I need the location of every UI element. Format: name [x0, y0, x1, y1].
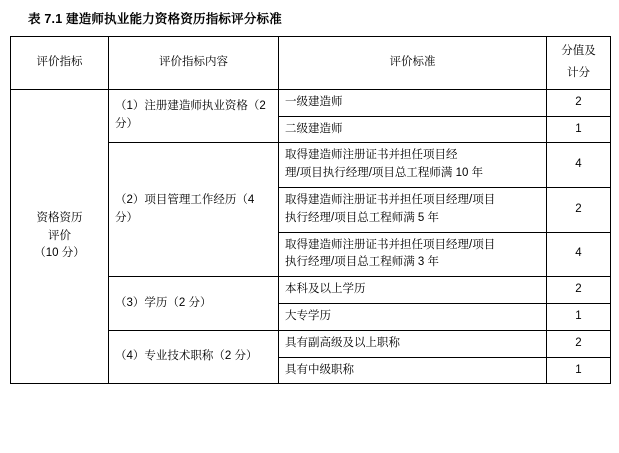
score-cell: 1	[547, 357, 611, 384]
standard-line1: 取得建造师注册证书并担任项目经	[285, 149, 458, 162]
header-cell-standard: 评价标准	[279, 37, 547, 90]
standard-cell	[279, 143, 547, 188]
table-header-row	[11, 37, 611, 90]
criterion-cell-3: （3）学历（2 分）	[109, 277, 279, 331]
standard-cell: 具有中级职称	[279, 357, 547, 384]
standard-cell: 二级建造师	[279, 116, 547, 143]
evaluation-criteria-table	[10, 36, 611, 384]
header-score-line2: 计分	[567, 66, 590, 79]
score-cell: 2	[547, 330, 611, 357]
category-line3: （10 分）	[34, 247, 85, 260]
score-cell: 1	[547, 116, 611, 143]
standard-cell	[279, 187, 547, 232]
score-cell: 2	[547, 187, 611, 232]
standard-line1: 取得建造师注册证书并担任项目经理/项目	[285, 193, 496, 206]
header-score-line1: 分值及	[561, 45, 596, 57]
score-cell: 2	[547, 89, 611, 116]
standard-line1: 取得建造师注册证书并担任项目经理/项目	[285, 238, 496, 251]
criterion-cell-4: （4）专业技术职称（2 分）	[109, 330, 279, 384]
score-cell: 2	[547, 277, 611, 304]
header-cell-score	[547, 37, 611, 90]
standard-line2: 理/项目执行经理/项目总工程师满 10 年	[285, 167, 484, 180]
header-cell-indicator-content: 评价指标内容	[109, 37, 279, 90]
table-row	[11, 89, 611, 116]
standard-cell: 大专学历	[279, 304, 547, 331]
score-cell: 1	[547, 304, 611, 331]
criterion-cell-2: （2）项目管理工作经历（4 分）	[109, 143, 279, 277]
standard-line2: 执行经理/项目总工程师满 3 年	[285, 256, 439, 269]
score-cell: 4	[547, 143, 611, 188]
header-cell-indicator: 评价指标	[11, 37, 109, 90]
criterion-cell-1: （1）注册建造师执业资格（2 分）	[109, 89, 279, 143]
score-cell: 4	[547, 232, 611, 277]
standard-cell: 具有副高级及以上职称	[279, 330, 547, 357]
table-caption: 表 7.1 建造师执业能力资格资历指标评分标准	[28, 12, 282, 26]
category-cell	[11, 89, 109, 384]
standard-cell: 一级建造师	[279, 89, 547, 116]
standard-line2: 执行经理/项目总工程师满 5 年	[285, 211, 439, 224]
standard-cell	[279, 232, 547, 277]
category-line2: 评价	[48, 229, 71, 242]
standard-cell: 本科及以上学历	[279, 277, 547, 304]
category-line1: 资格资历	[36, 211, 83, 224]
